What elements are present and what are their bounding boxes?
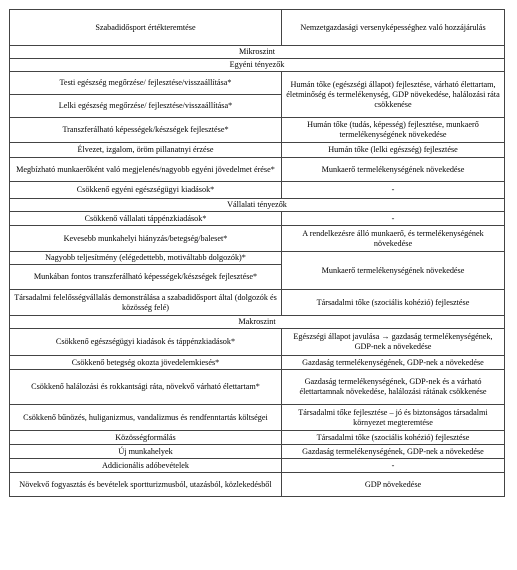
- table-row: [10, 143, 505, 158]
- value-creation-cell: Növekvő fogyasztás és bevételek sportturizmusból, utazásból, közlekedésből: [10, 473, 282, 497]
- contribution-cell: Munkaerő termelékenységének növekedése: [282, 252, 505, 290]
- value-creation-cell: Nagyobb teljesítmény (elégedettebb, motiváltabb dolgozók)*: [10, 252, 282, 265]
- contribution-cell: -: [282, 182, 505, 199]
- table-row: [10, 290, 505, 316]
- section-heading: Makroszint: [10, 316, 505, 329]
- table-row: [10, 118, 505, 143]
- value-creation-cell: Lelki egészség megőrzése/ fejlesztése/visszaállítása*: [10, 95, 282, 118]
- value-creation-cell: Csökkenő egyéni egészségügyi kiadások*: [10, 182, 282, 199]
- contribution-cell: Társadalmi tőke (szociális kohézió) fejlesztése: [282, 431, 505, 445]
- table-row: [10, 459, 505, 473]
- section-heading: Mikroszint: [10, 46, 505, 59]
- header-col-competitiveness: Nemzetgazdasági versenyképességhez való hozzájárulás: [282, 10, 505, 46]
- contribution-cell: Társadalmi tőke fejlesztése – jó és biztonságos társadalmi környezet megteremtése: [282, 405, 505, 431]
- table-row: [10, 226, 505, 252]
- value-creation-cell: Közösségformálás: [10, 431, 282, 445]
- value-contribution-table: [9, 9, 505, 497]
- contribution-cell: -: [282, 212, 505, 226]
- header-col-value-creation: Szabadidősport értékteremtése: [10, 10, 282, 46]
- section-heading: Egyéni tényezők: [10, 59, 505, 72]
- value-creation-cell: Transzferálható képességek/készségek fejlesztése*: [10, 118, 282, 143]
- contribution-cell: GDP növekedése: [282, 473, 505, 497]
- document-page: [9, 9, 504, 497]
- value-creation-cell: Csökkenő bűnözés, huliganizmus, vandalizmus és rendfenntartás költségei: [10, 405, 282, 431]
- table-row: [10, 431, 505, 445]
- value-creation-cell: Társadalmi felelősségvállalás demonstrálása a szabadidősport által (dolgozók és közösség felé): [10, 290, 282, 316]
- contribution-cell: Munkaerő termelékenységének növekedése: [282, 158, 505, 182]
- value-creation-cell: Megbízható munkaerőként való megjelenés/nagyobb egyéni jövedelmet érése*: [10, 158, 282, 182]
- contribution-cell: A rendelkezésre álló munkaerő, és termelékenységének növekedése: [282, 226, 505, 252]
- section-row: [10, 316, 505, 329]
- contribution-cell: Gazdaság termelékenységének, GDP-nek a növekedése: [282, 445, 505, 459]
- table-row: [10, 405, 505, 431]
- value-creation-cell: Csökkenő egészségügyi kiadások és táppénzkiadások*: [10, 329, 282, 356]
- table-row: [10, 329, 505, 356]
- value-creation-cell: Munkában fontos transzferálható képességek/készségek fejlesztése*: [10, 265, 282, 290]
- table-row: [10, 182, 505, 199]
- table-row: [10, 212, 505, 226]
- section-row: [10, 199, 505, 212]
- contribution-cell: Humán tőke (lelki egészség) fejlesztése: [282, 143, 505, 158]
- section-row: [10, 46, 505, 59]
- contribution-cell: -: [282, 459, 505, 473]
- table-body: [10, 46, 505, 497]
- contribution-cell: Humán tőke (tudás, képesség) fejlesztése, munkaerő termelékenységének növekedése: [282, 118, 505, 143]
- contribution-cell: Humán tőke (egészségi állapot) fejlesztése, várható élettartam, életminőség és termelékenység, GDP növekedése, halálozási ráta csökkenése: [282, 72, 505, 118]
- value-creation-cell: Csökkenő vállalati táppénzkiadások*: [10, 212, 282, 226]
- table-header-row: [10, 10, 505, 46]
- table-row: [10, 370, 505, 405]
- section-row: [10, 59, 505, 72]
- contribution-cell: Egészségi állapot javulása → gazdaság termelékenységének, GDP-nek a növekedése: [282, 329, 505, 356]
- contribution-cell: Társadalmi tőke (szociális kohézió) fejlesztése: [282, 290, 505, 316]
- section-heading: Vállalati tényezők: [10, 199, 505, 212]
- value-creation-cell: Kevesebb munkahelyi hiányzás/betegség/baleset*: [10, 226, 282, 252]
- value-creation-cell: Csökkenő betegség okozta jövedelemkiesés*: [10, 356, 282, 370]
- value-creation-cell: Testi egészség megőrzése/ fejlesztése/visszaállítása*: [10, 72, 282, 95]
- value-creation-cell: Élvezet, izgalom, öröm pillanatnyi érzése: [10, 143, 282, 158]
- table-row: [10, 158, 505, 182]
- table-row: [10, 473, 505, 497]
- table-row: [10, 445, 505, 459]
- table-row: [10, 252, 505, 265]
- table-row: [10, 356, 505, 370]
- contribution-cell: Gazdaság termelékenységének, GDP-nek a növekedése: [282, 356, 505, 370]
- contribution-cell: Gazdaság termelékenységének, GDP-nek és a várható élettartamnak növekedése, halálozási rátának csökkenése: [282, 370, 505, 405]
- table-row: [10, 72, 505, 95]
- value-creation-cell: Addicionális adóbevételek: [10, 459, 282, 473]
- value-creation-cell: Csökkenő halálozási és rokkantsági ráta, növekvő várható élettartam*: [10, 370, 282, 405]
- value-creation-cell: Új munkahelyek: [10, 445, 282, 459]
